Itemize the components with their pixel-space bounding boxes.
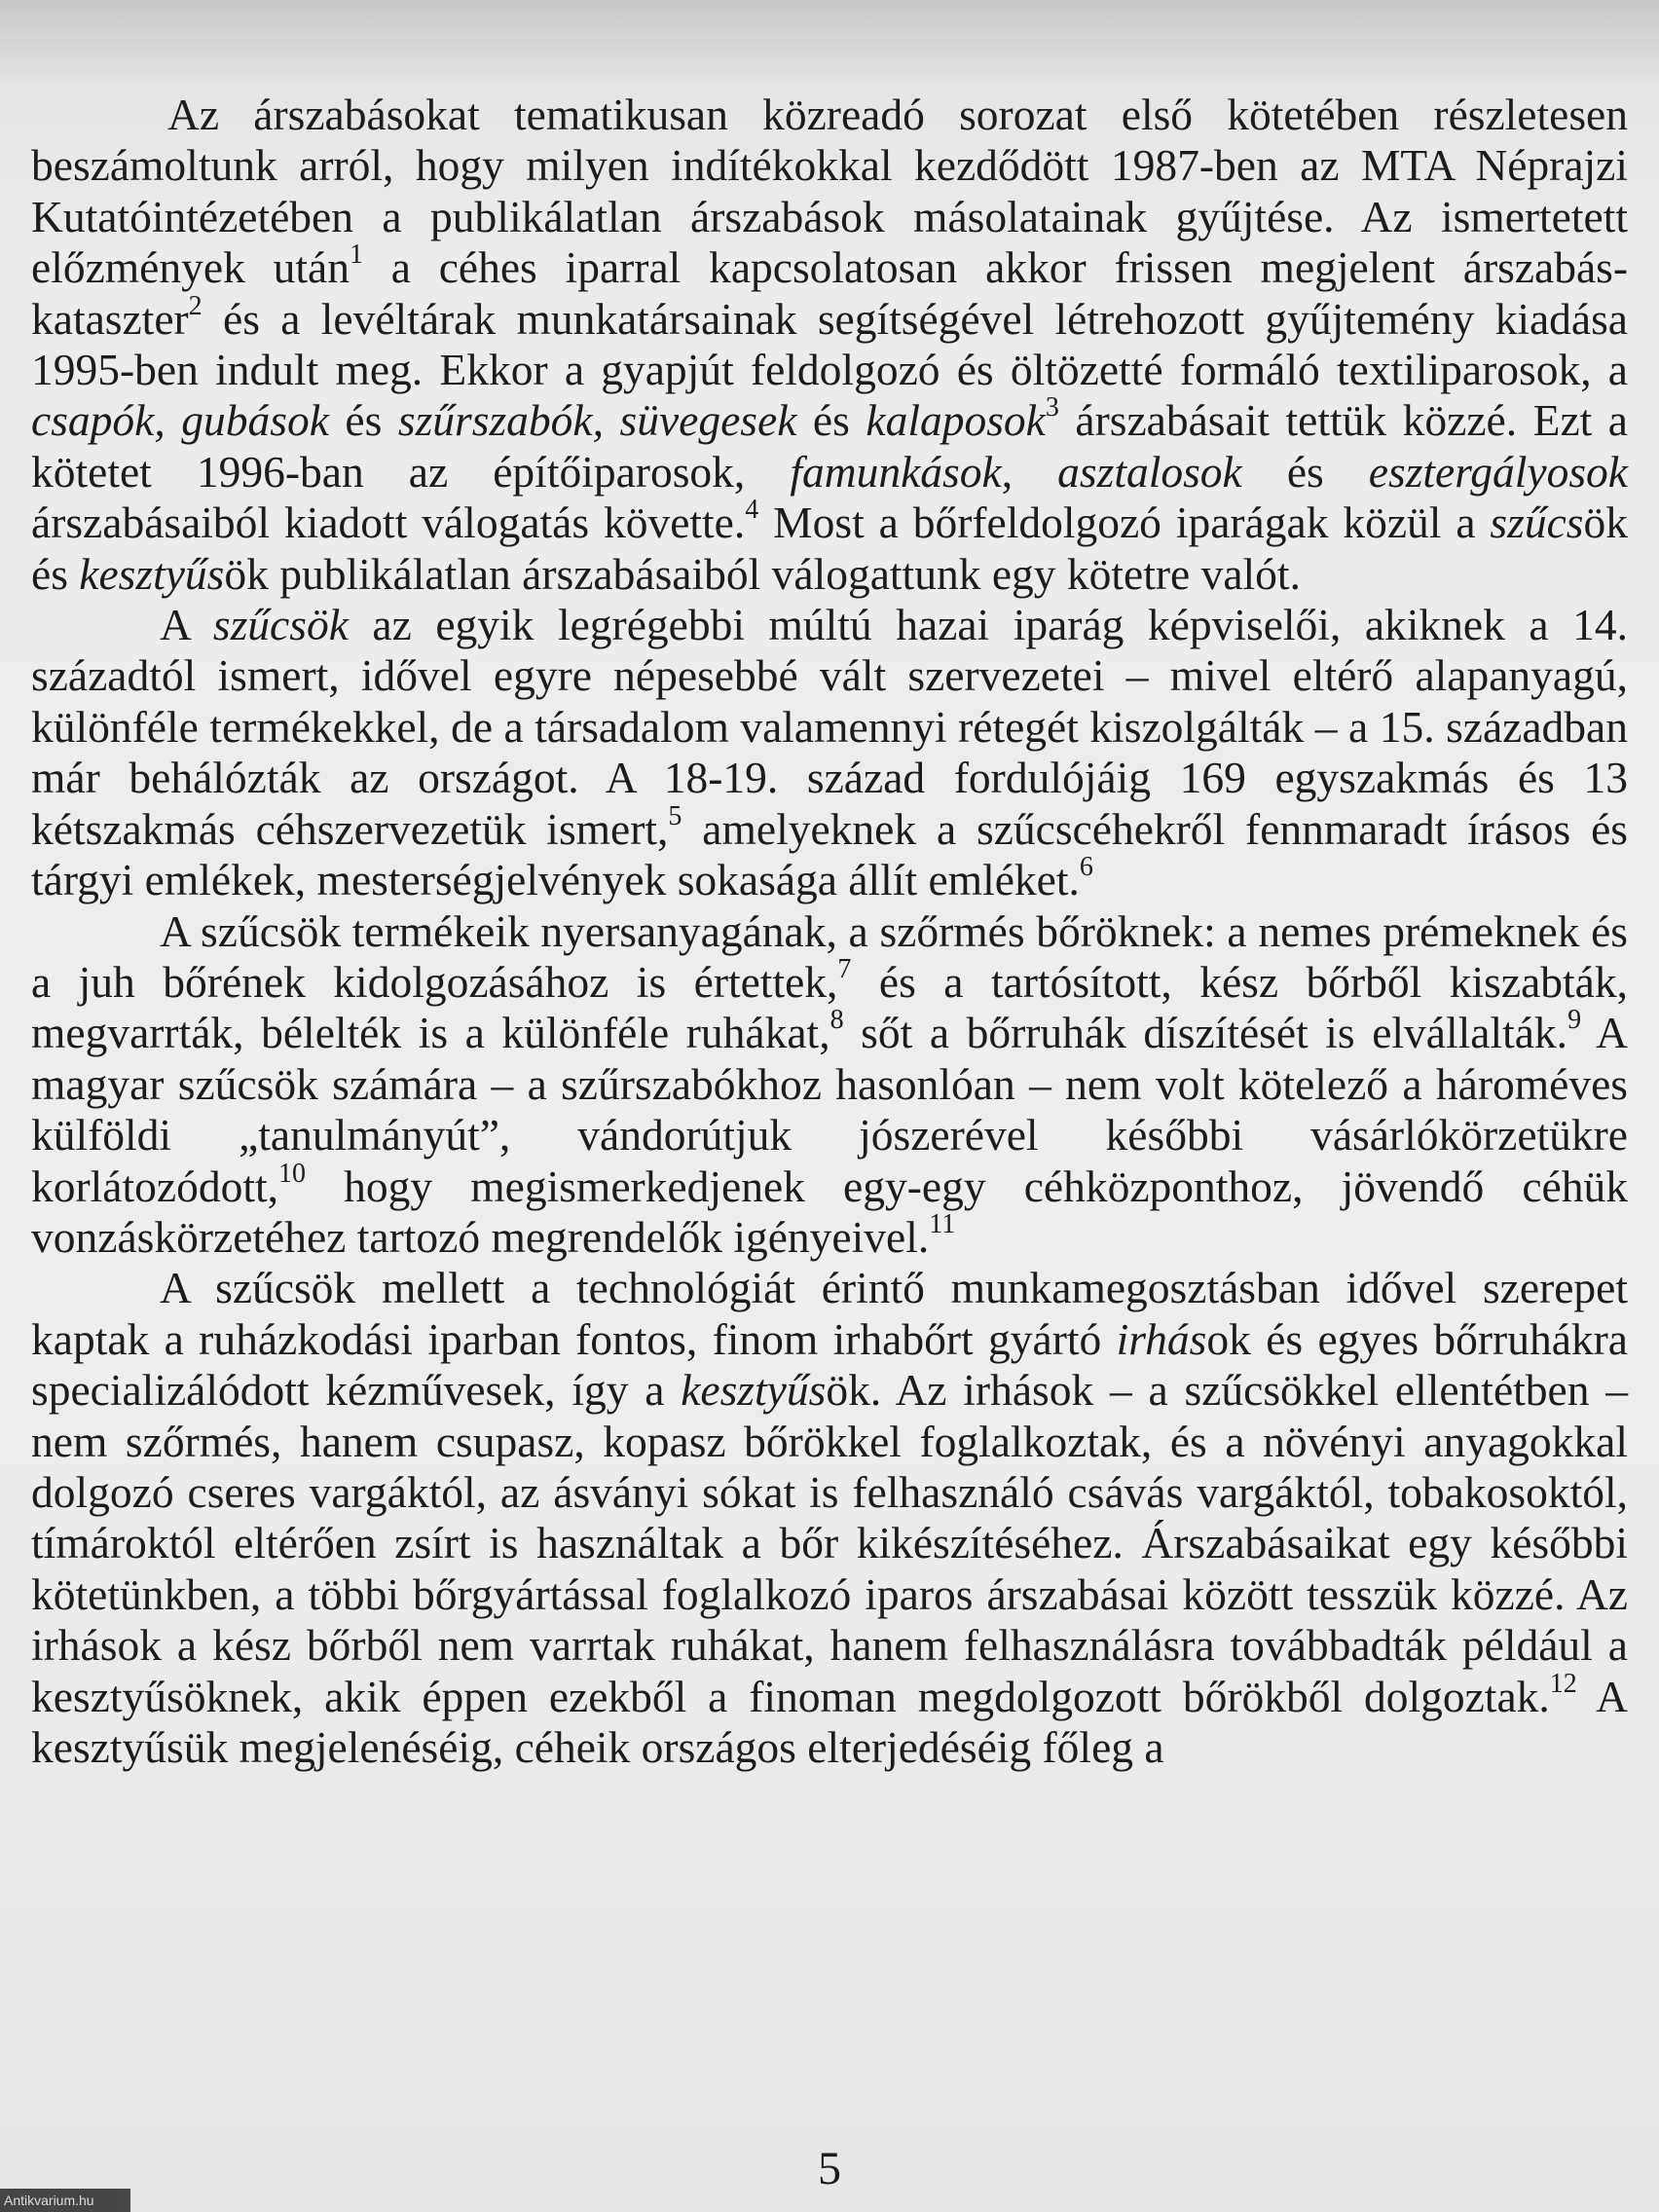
- footnote-ref: 2: [188, 290, 203, 321]
- italic-term: szűcsök: [212, 600, 349, 650]
- text-run: és: [796, 395, 866, 446]
- text-run: A szűcsök mellett a technológiát érintő munkamegosztásban idővel szerepet kaptak a ruházkodási iparban fontos, finom irhabőrt gyártó: [31, 1263, 1628, 1364]
- body-text: [31, 90, 1628, 1773]
- italic-term: csapók, gubások: [31, 395, 329, 446]
- italic-term: kesztyűs: [681, 1365, 827, 1416]
- page-number: 5: [818, 2143, 841, 2194]
- text-run: ök. Az irhások – a szűcsökkel ellentétben – nem szőrmés, hanem csupasz, kopasz bőrökkel foglalkoztak, és a növényi anyagokkal dolgozó cseres vargáktól, az ásványi sókat is felhasználó csávás vargáktól, tobakosoktól, tímároktól eltérően zsírt is használtak a bőr kikészítéséhez. Árszabásaikat egy későbbi kötetünkben, a többi bőrgyártással foglalkozó iparos árszabásai között tesszük közzé. Az irhások a kész bőrből nem varrtak ruhákat, hanem felhasználásra továbbadták például a kesztyűsöknek, akik éppen ezekből a finoman megdolgozott bőrökből dolgoztak.: [31, 1365, 1628, 1721]
- footnote-ref: 4: [745, 495, 759, 526]
- text-run: árszabásaiból kiadott válogatás követte.: [31, 498, 746, 548]
- text-run: a céhes iparral kapcsolatosan akkor frissen megjelent árszabás-kataszter: [31, 242, 1628, 344]
- text-run: ok és egyes bőrruhákra specializálódott kézművesek, így a: [31, 1313, 1628, 1416]
- italic-term: szűcs: [1490, 498, 1584, 548]
- paragraph: [31, 600, 1628, 905]
- footnote-ref: 1: [349, 240, 363, 271]
- text-run: ,: [1001, 446, 1058, 497]
- italic-term: kesztyűs: [79, 548, 225, 599]
- italic-term: asztalosok: [1057, 446, 1242, 497]
- text-run: az egyik legrégebbi múltú hazai iparág képviselői, akiknek a 14. századtól ismert, idővel egyre népesebbé vált szervezetei – mivel eltérő alapanyagú, különféle termékekkel, de a társadalom valamennyi rétegét kiszolgálták – a 15. században már behálózták az országot. A 18-19. század fordulójáig 169 egyszakmás és 13 kétszakmás céhszervezetük ismert,: [31, 600, 1629, 854]
- text-run: A kesztyűsük megjelenéséig, céheik országos elterjedéséig főleg a: [31, 1671, 1628, 1772]
- text-run: Most a bőrfeldolgozó iparágak közül a: [758, 498, 1491, 548]
- text-run: A magyar szűcsök számára – a szűrszabókhoz hasonlóan – nem volt kötelező a hároméves külföldi „tanulmányút”, vándorútjuk jószerével későbbi vásárlókörzetükre korlátozódott,: [31, 1008, 1628, 1211]
- paragraph: [31, 906, 1628, 1264]
- italic-term: esztergályosok: [1368, 446, 1628, 497]
- footnote-ref: 5: [668, 800, 682, 831]
- footnote-ref: 7: [837, 953, 852, 984]
- footnote-ref: 11: [929, 1208, 956, 1239]
- italic-term: kalaposok: [866, 395, 1046, 446]
- text-run: sőt a bőrruhák díszítését is elvállalták.: [843, 1008, 1568, 1058]
- italic-term: irhás: [1116, 1313, 1207, 1364]
- footnote-ref: 8: [830, 1005, 844, 1036]
- text-run: és a tartósított, kész bőrből kiszabták, megvarrták, bélelték is a különféle ruhákat,: [31, 956, 1628, 1058]
- paragraph: [31, 1263, 1628, 1773]
- text-run: A: [160, 600, 213, 650]
- text-run: ök publikálatlan árszabásaiból válogattunk egy kötetre valót.: [224, 548, 1301, 599]
- footnote-ref: 12: [1549, 1668, 1577, 1699]
- footnote-ref: 3: [1045, 392, 1059, 424]
- text-run: és: [328, 395, 398, 446]
- footnote-ref: 9: [1567, 1005, 1582, 1036]
- footnote-ref: 6: [1079, 852, 1093, 883]
- text-run: árszabásait tettük közzé. Ezt a kötetet 1996-ban az építőiparosok,: [31, 395, 1629, 497]
- italic-term: famunkások: [790, 446, 1002, 497]
- paragraph: [31, 90, 1628, 600]
- text-run: amelyeknek a szűcscéhekről fennmaradt írásos és tárgyi emlékek, mesterségjelvények sokasága állít emléket.: [31, 803, 1628, 905]
- text-run: és: [1241, 446, 1369, 497]
- text-run: Az árszabásokat tematikusan közreadó sorozat első kötetében részletesen beszámoltunk arról, hogy milyen indítékokkal kezdődött 1987-ben az MTA Néprajzi Kutatóintézetében a publikálatlan árszabások másolatainak gyűjtése. Az ismertetett előzmények után: [31, 90, 1628, 293]
- footnote-ref: 10: [277, 1158, 306, 1189]
- text-run: hogy megismerkedjenek egy-egy céhközponthoz, jövendő céhük vonzáskörzetéhez tartozó megrendelők igényeivel.: [31, 1161, 1628, 1262]
- text-run: és a levéltárak munkatársainak segítségével létrehozott gyűjtemény kiadása 1995-ben indult meg. Ekkor a gyapjút feldolgozó és öltözetté formáló textiliparosok, a: [31, 293, 1628, 395]
- bleed-through-shadow: [0, 0, 1659, 88]
- watermark: Antikvarium.hu: [0, 2189, 130, 2212]
- italic-term: szűrszabók, süvegesek: [397, 395, 797, 446]
- text-run: ök és: [31, 498, 1628, 599]
- text-run: A szűcsök termékeik nyersanyagának, a szőrmés bőröknek: a nemes prémeknek és a juh bőrének kidolgozásához is értettek,: [31, 905, 1628, 1007]
